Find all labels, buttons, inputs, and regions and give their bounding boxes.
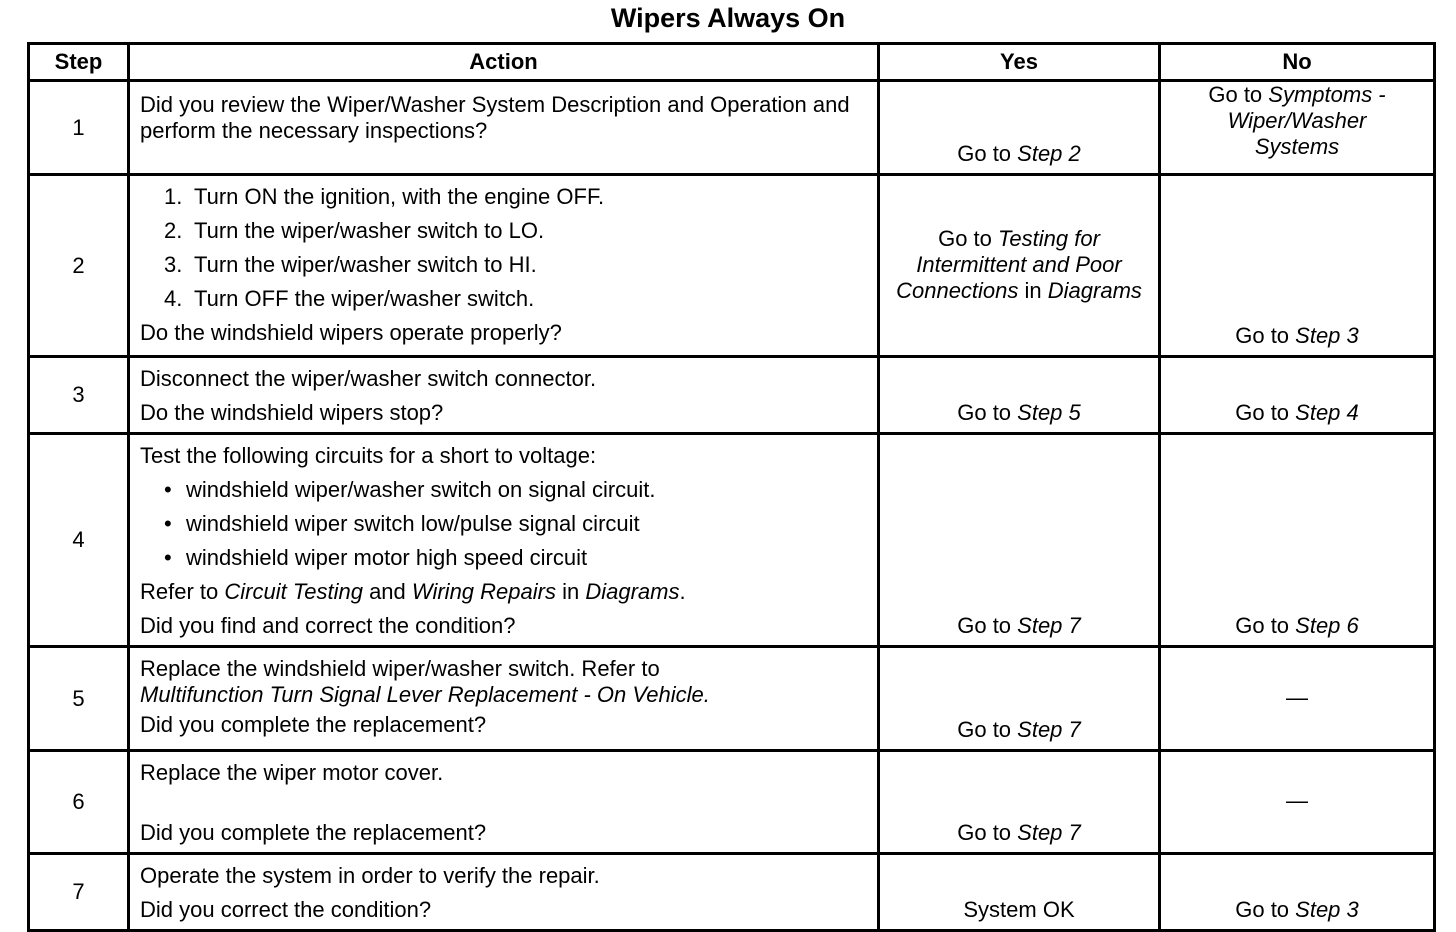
action-question: Did you find and correct the condition? bbox=[140, 613, 516, 638]
list-item: 2. Turn the wiper/washer switch to LO. bbox=[164, 218, 545, 243]
no-step-ref: Step 3 bbox=[1295, 323, 1359, 348]
action-cell bbox=[129, 357, 879, 434]
no-cell bbox=[1160, 434, 1435, 647]
action-question: Did you complete the replacement? bbox=[140, 712, 487, 737]
yes-prefix: Go to bbox=[938, 225, 998, 251]
header-action: Action bbox=[129, 44, 879, 81]
action-cell bbox=[129, 434, 879, 647]
action-text: Replace the wiper motor cover. bbox=[140, 760, 444, 785]
header-no: No bbox=[1160, 44, 1435, 81]
action-cell bbox=[129, 81, 879, 175]
procedure-list bbox=[140, 180, 867, 316]
no-cell bbox=[1160, 175, 1435, 357]
step-number: 7 bbox=[29, 854, 129, 931]
page-title: Wipers Always On bbox=[610, 3, 846, 33]
yes-cell bbox=[879, 751, 1160, 854]
no-step-ref: Step 3 bbox=[1295, 897, 1359, 922]
yes-prefix: Go to bbox=[957, 613, 1018, 638]
table-row bbox=[29, 81, 1435, 175]
no-cell bbox=[1160, 81, 1435, 175]
no-cell bbox=[1160, 647, 1435, 751]
action-question: Did you correct the condition? bbox=[140, 897, 432, 922]
list-item: 1. Turn ON the ignition, with the engine OFF. bbox=[164, 184, 605, 209]
action-refer: Refer to Circuit Testing and Wiring Repairs in Diagrams. bbox=[140, 579, 686, 604]
no-cell bbox=[1160, 751, 1435, 854]
action-cell bbox=[129, 854, 879, 931]
action-question: Do the windshield wipers stop? bbox=[140, 400, 444, 425]
action-cell bbox=[129, 647, 879, 751]
action-cell bbox=[129, 175, 879, 357]
table-row bbox=[29, 751, 1435, 854]
action-ref: Multifunction Turn Signal Lever Replacement - On Vehicle. bbox=[140, 682, 710, 707]
list-item: • windshield wiper switch low/pulse signal circuit bbox=[164, 511, 640, 536]
yes-step-ref: Step 2 bbox=[1017, 141, 1081, 166]
diagnostic-table bbox=[27, 42, 1436, 932]
no-ref-symptoms: Symptoms - bbox=[1268, 82, 1386, 107]
action-text: Operate the system in order to verify the repair. bbox=[140, 863, 600, 888]
circuit-list bbox=[140, 473, 867, 575]
step-number: 2 bbox=[29, 175, 129, 357]
no-ref-wiper-washer: Wiper/Washer bbox=[1227, 108, 1367, 133]
table-row bbox=[29, 357, 1435, 434]
yes-cell bbox=[879, 434, 1160, 647]
yes-cell bbox=[879, 647, 1160, 751]
action-text: Did you review the Wiper/Washer System Description and Operation and perform the necessary inspections? bbox=[140, 92, 850, 143]
yes-prefix: Go to bbox=[957, 820, 1018, 845]
step-number: 1 bbox=[29, 81, 129, 175]
no-prefix: Go to bbox=[1208, 82, 1269, 107]
yes-ref-intermittent: Intermittent and Poor bbox=[916, 251, 1122, 277]
step-number: 4 bbox=[29, 434, 129, 647]
no-cell bbox=[1160, 854, 1435, 931]
no-ref-systems: Systems bbox=[1254, 134, 1340, 159]
list-item: • windshield wiper/washer switch on signal circuit. bbox=[164, 477, 656, 502]
no-step-ref: Step 4 bbox=[1295, 400, 1359, 425]
yes-mid: in bbox=[1018, 277, 1048, 303]
action-intro: Test the following circuits for a short to voltage: bbox=[140, 443, 597, 468]
header-row bbox=[29, 44, 1435, 81]
step-number: 3 bbox=[29, 357, 129, 434]
table-row bbox=[29, 434, 1435, 647]
action-cell bbox=[129, 751, 879, 854]
table-row bbox=[29, 854, 1435, 931]
yes-step-ref: Step 7 bbox=[1017, 717, 1081, 742]
no-prefix: Go to bbox=[1235, 613, 1296, 638]
action-text: Disconnect the wiper/washer switch connector. bbox=[140, 366, 597, 391]
yes-ref-connections: Connections bbox=[896, 277, 1019, 303]
action-question: Did you complete the replacement? bbox=[140, 820, 487, 845]
yes-ref-testing: Testing for bbox=[998, 225, 1100, 251]
no-prefix: Go to bbox=[1235, 323, 1296, 348]
yes-cell bbox=[879, 81, 1160, 175]
action-text: Replace the windshield wiper/washer switch. Refer to bbox=[140, 656, 660, 681]
step-number: 6 bbox=[29, 751, 129, 854]
list-item: 3. Turn the wiper/washer switch to HI. bbox=[164, 252, 537, 277]
yes-step-ref: Step 5 bbox=[1017, 400, 1081, 425]
no-cell bbox=[1160, 357, 1435, 434]
yes-cell bbox=[879, 357, 1160, 434]
list-item: 4. Turn OFF the wiper/washer switch. bbox=[164, 286, 535, 311]
yes-prefix: Go to bbox=[957, 400, 1018, 425]
yes-ref-diagrams: Diagrams bbox=[1047, 277, 1142, 303]
yes-step-ref: Step 7 bbox=[1017, 820, 1081, 845]
no-dash: — bbox=[1286, 788, 1308, 813]
yes-cell bbox=[879, 175, 1160, 357]
table-row bbox=[29, 175, 1435, 357]
yes-prefix: Go to bbox=[957, 717, 1018, 742]
yes-prefix: Go to bbox=[957, 141, 1018, 166]
table-row bbox=[29, 647, 1435, 751]
step-number: 5 bbox=[29, 647, 129, 751]
yes-result: System OK bbox=[963, 897, 1075, 922]
header-yes: Yes bbox=[879, 44, 1160, 81]
no-step-ref: Step 6 bbox=[1295, 613, 1359, 638]
no-prefix: Go to bbox=[1235, 400, 1296, 425]
no-dash: — bbox=[1286, 684, 1308, 710]
yes-step-ref: Step 7 bbox=[1017, 613, 1081, 638]
action-question: Do the windshield wipers operate properly? bbox=[140, 320, 562, 345]
no-prefix: Go to bbox=[1235, 897, 1296, 922]
yes-cell bbox=[879, 854, 1160, 931]
header-step: Step bbox=[29, 44, 129, 81]
list-item: • windshield wiper motor high speed circuit bbox=[164, 545, 588, 570]
